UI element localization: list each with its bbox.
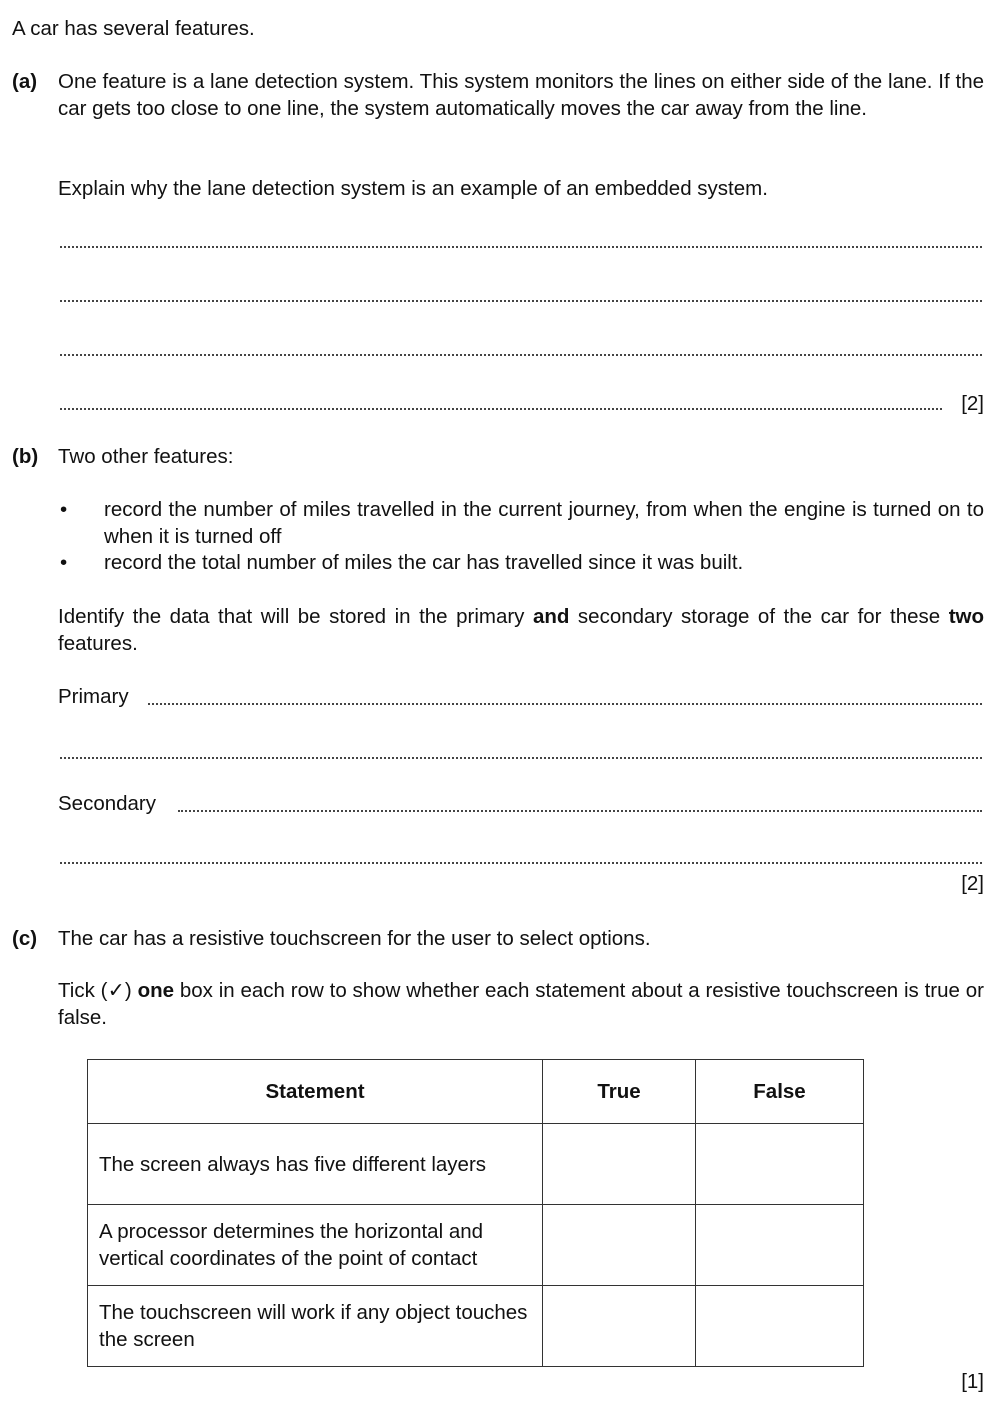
- part-b-lead: Two other features:: [58, 445, 234, 468]
- header-true: True: [543, 1060, 696, 1124]
- part-a-label: (a): [12, 70, 38, 93]
- intro-text: A car has several features.: [12, 17, 255, 40]
- part-c-text: The car has a resistive touchscreen for the user to select options.: [58, 927, 651, 950]
- primary-answer-line-1[interactable]: [148, 703, 982, 705]
- answer-line-a2[interactable]: [60, 300, 982, 302]
- false-tick-box[interactable]: [696, 1124, 864, 1205]
- bullet-icon: •: [60, 551, 68, 574]
- part-a-marks: [2]: [961, 392, 984, 415]
- header-false: False: [696, 1060, 864, 1124]
- part-c-marks: [1]: [961, 1370, 984, 1393]
- part-b-bullet-1: record the number of miles travelled in the current journey, from when the engine is turned on to when it is turned off: [104, 498, 984, 548]
- answer-line-a4[interactable]: [60, 408, 942, 410]
- part-a-text: One feature is a lane detection system. This system monitors the lines on either side of the lane. If the car gets too close to one line, the system automatically moves the car away from the line.: [58, 70, 984, 120]
- secondary-answer-line-2[interactable]: [60, 862, 982, 864]
- part-b-marks: [2]: [961, 872, 984, 895]
- true-tick-box[interactable]: [543, 1286, 696, 1367]
- statement-cell: The screen always has five different layers: [88, 1124, 543, 1205]
- answer-line-a1[interactable]: [60, 246, 982, 248]
- true-tick-box[interactable]: [543, 1205, 696, 1286]
- statement-cell: A processor determines the horizontal and vertical coordinates of the point of contact: [88, 1205, 543, 1286]
- false-tick-box[interactable]: [696, 1205, 864, 1286]
- bullet-icon: •: [60, 498, 68, 521]
- part-c-instruction: Tick (✓) one box in each row to show whether each statement about a resistive touchscreen is true or false.: [58, 979, 984, 1029]
- statement-cell: The touchscreen will work if any object touches the screen: [88, 1286, 543, 1367]
- part-b-bullet-2: record the total number of miles the car has travelled since it was built.: [104, 551, 744, 574]
- part-b-question: Identify the data that will be stored in the primary and secondary storage of the car for these two features.: [58, 605, 984, 655]
- part-c-label: (c): [12, 927, 38, 950]
- table-row: [88, 1286, 864, 1367]
- table-row: [88, 1205, 864, 1286]
- statement-table: [87, 1059, 864, 1367]
- secondary-answer-line-1[interactable]: [178, 810, 982, 812]
- header-statement: Statement: [88, 1060, 543, 1124]
- part-a-question: Explain why the lane detection system is an example of an embedded system.: [58, 177, 768, 200]
- secondary-label: Secondary: [58, 792, 157, 815]
- table-row: [88, 1124, 864, 1205]
- primary-label: Primary: [58, 685, 129, 708]
- part-b-label: (b): [12, 445, 39, 468]
- false-tick-box[interactable]: [696, 1286, 864, 1367]
- true-tick-box[interactable]: [543, 1124, 696, 1205]
- answer-line-a3[interactable]: [60, 354, 982, 356]
- primary-answer-line-2[interactable]: [60, 757, 982, 759]
